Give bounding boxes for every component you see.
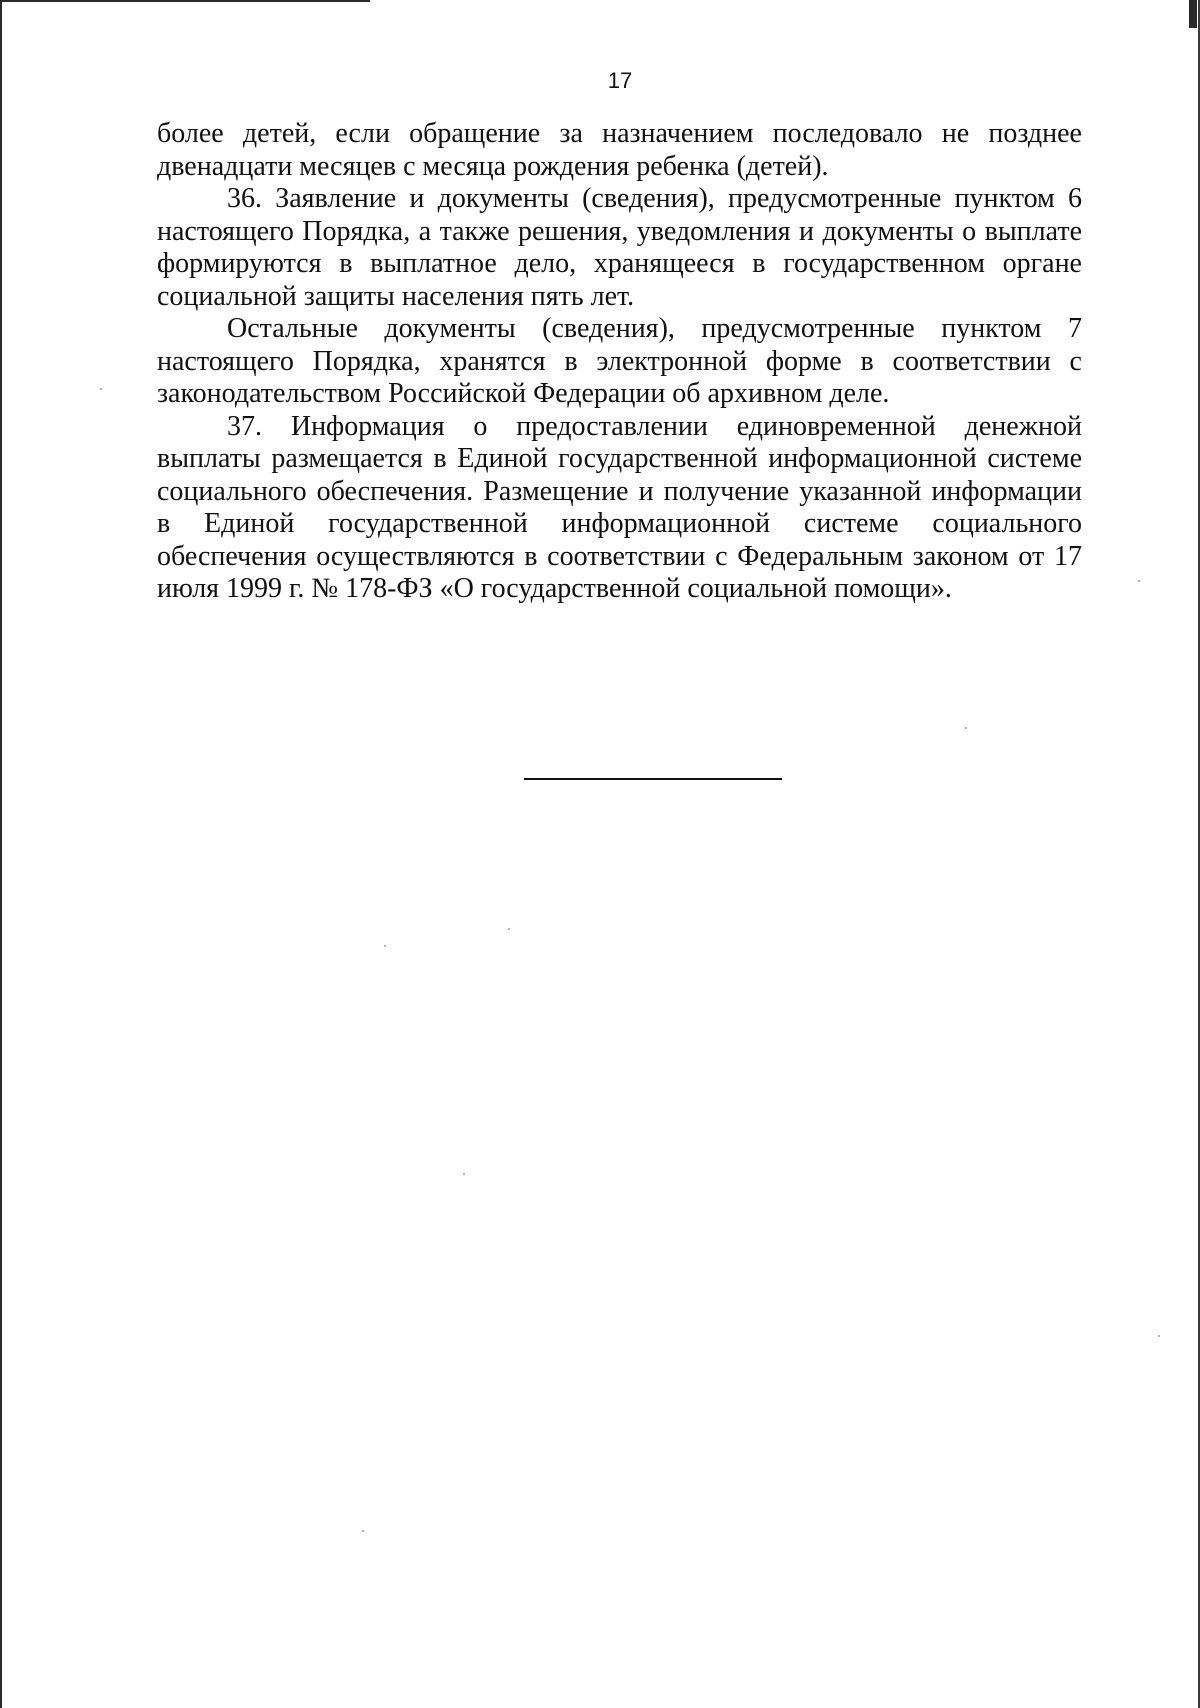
scan-speck — [1158, 1335, 1160, 1337]
scan-speck — [508, 928, 510, 930]
scan-speck — [463, 1173, 465, 1175]
scan-speck — [362, 1530, 364, 1532]
scan-speck — [1138, 580, 1140, 582]
paragraph-continuation: более детей, если обращение за назначением последовало не позднее двенадцати месяцев с месяца рождения ребенка (детей). — [157, 118, 1082, 182]
page-number: 17 — [607, 68, 633, 93]
scan-speck — [384, 945, 386, 947]
paragraph-item-36: 36. Заявление и документы (сведения), предусмотренные пунктом 6 настоящего Порядка, а также решения, уведомления и документы о выплате формируются в выплатное дело, хранящееся в государственном органе социальной защиты населения пять лет. — [157, 183, 1082, 312]
scan-speck — [100, 388, 102, 390]
scan-border-left — [0, 0, 2, 1708]
paragraph-item-37: 37. Информация о предоставлении единовременной денежной выплаты размещается в Единой государственной информационной системе социального обеспечения. Размещение и получение указанной информации в Единой государственной информационной системе социального обеспечения осуществляются в соответствии с Федеральным законом от 17 июля 1999 г. № 178-ФЗ «О государственной социальной помощи». — [157, 410, 1082, 604]
document-body — [157, 118, 1082, 606]
end-separator-line — [524, 778, 782, 780]
scan-speck — [965, 727, 967, 729]
scan-border-right-mark — [1189, 0, 1197, 28]
paragraph-item-36-continuation: Остальные документы (сведения), предусмотренные пунктом 7 настоящего Порядка, хранятся в электронной форме в соответствии с законодательством Российской Федерации об архивном деле. — [157, 313, 1082, 409]
scan-border-top — [0, 0, 370, 2]
